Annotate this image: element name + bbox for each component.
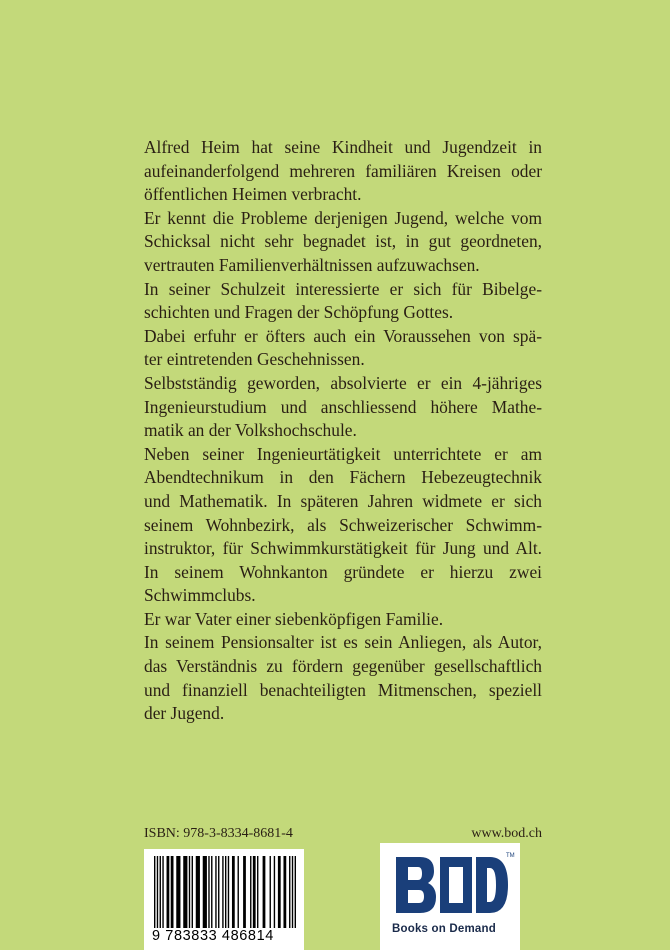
blurb-line: der Jugend. [144,703,225,724]
barcode-bar [295,856,296,928]
publisher-logo-box [380,843,520,950]
barcode-bar [176,856,180,928]
barcode-bar [183,856,187,928]
barcode-bar [218,856,219,928]
trademark-mark: TM [506,853,515,859]
barcode-bar [238,856,239,928]
blurb-line: vertrauten Familienverhältnissen aufzuwachsen. [144,254,480,275]
blurb-line: Neben seiner Ingenieurtätigkeit unterrichtete er am [144,443,542,464]
blurb-line: In seinem Wohnkanton gründete er hierzu zwei [144,561,542,582]
barcode-bar [196,856,200,928]
barcode-bar [215,856,216,928]
publisher-tagline: Books on Demand [392,923,496,935]
blurb-line: instruktor, für Schwimmkurstätigkeit für Jung und Alt. [144,538,542,559]
barcode-bar [243,856,246,928]
publisher-website[interactable]: www.bod.ch [471,826,542,841]
author-blurb [144,136,542,726]
barcode-bar [211,856,212,928]
barcode-bar [292,856,293,928]
blurb-line: und Mathematik. In späteren Jahren widmete er sich [144,490,542,511]
blurb-line: Alfred Heim hat seine Kindheit und Jugendzeit in [144,137,542,157]
barcode-bar [189,856,190,928]
barcode-bar [192,856,193,928]
blurb-line: Schwimmclubs. [144,585,256,606]
barcode-bar [203,856,207,928]
barcode-bar [263,856,266,928]
blurb-line: Er kennt die Probleme derjenigen Jugend, welche vom [144,207,542,228]
blurb-line: das Verständnis zu fördern gegenüber gesellschaftlich [144,656,542,677]
barcode-bar [289,856,290,928]
blurb-line: In seinem Pensionsalter ist es sein Anliegen, als Autor, [144,632,542,653]
barcode-bar [274,856,275,928]
blurb-line: Selbstständig geworden, absolvierte er ein 4-jähriges [144,372,542,393]
blurb-line: Er war Vater einer siebenköpfigen Familie. [144,608,444,629]
blurb-line: und finanziell benachteiligten Mitmenschen, speziell [144,679,542,700]
blurb-line: schichten und Fragen der Schöpfung Gottes. [144,302,454,323]
barcode-bar [167,856,170,928]
blurb-line: Schicksal nicht sehr begnadet ist, in gut geordneten, [144,231,542,252]
barcode-digits: 9 783833 486814 [152,928,274,944]
blurb-line: In seiner Schulzeit interessierte er sich für Bibelge- [144,278,542,299]
barcode-bar [253,856,256,928]
barcode-bar [283,856,286,928]
barcode-bar [154,856,155,928]
barcode-bar [157,856,158,928]
isbn-label: ISBN: 978-3-8334-8681-4 [144,826,293,841]
blurb-line: Dabei erfuhr er öfters auch ein Voraussehen von spä- [144,325,542,346]
barcode-bar [278,856,281,928]
barcode-bars [154,856,296,928]
barcode-bar [208,856,209,928]
barcode-bar [225,856,226,928]
blurb-line: aufeinanderfolgend mehreren familiären Kreisen oder [144,160,542,181]
blurb-line: seinem Wohnbezirk, als Schweizerischer Schwimm- [144,514,542,535]
blurb-line: ter eintretenden Geschehnissen. [144,349,365,370]
barcode-bar [160,856,161,928]
barcode-bar [171,856,174,928]
barcode-bar [250,856,251,928]
barcode [144,849,304,950]
blurb-line: Abendtechnikum in den Fächern Hebezeugtechnik [144,467,542,488]
bod-logo [390,851,512,921]
barcode-bar [257,856,258,928]
barcode-bar [232,856,235,928]
barcode-bar [162,856,163,928]
barcode-bar [270,856,271,928]
barcode-bar [222,856,223,928]
blurb-line: öffentlichen Heimen verbracht. [144,184,362,205]
blurb-line: Ingenieurstudium und anschliessend höhere Mathe- [144,396,542,417]
blurb-line: matik an der Volkshochschule. [144,420,357,441]
barcode-bar [228,856,229,928]
